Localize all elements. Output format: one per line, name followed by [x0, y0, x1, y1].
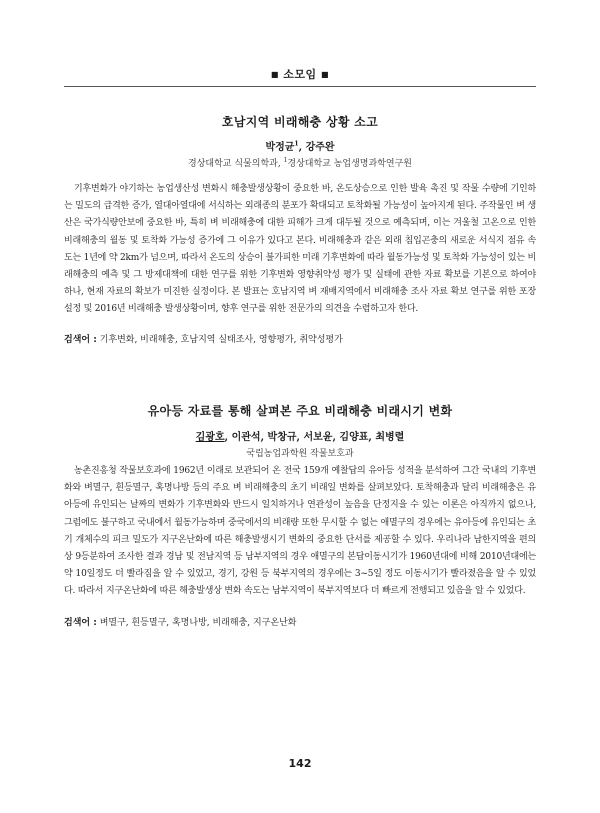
- section-header: [0, 66, 600, 82]
- keywords-label: 검색어 :: [64, 618, 97, 628]
- section-label: 소모임: [283, 68, 317, 81]
- article-affiliation: 경상대학교 식물의학과, $^1$경상대학교 농업생명과학연구원: [188, 157, 412, 169]
- keywords-text: 벼멸구, 흰등멸구, 혹명나방, 비래해충, 지구온난화: [96, 618, 297, 628]
- article-abstract: 기후변화가 야기하는 농업생산성 변화시 해충발생상황이 중요한 바, 온도상승으로 인한 발육 촉진 및 작물 수량에 기인하는 밀도의 급격한 증가, 열대아열대에 서식하는 외래종의 분포가 확대되고 토착화될 가능성이 높아지게 된다. 주작물인 벼 생산은 국가식량안보에 중요한 바, 특히 벼 비래해충에 대한 피해가 크게 대두될 것으로 예측되며, 이는 겨울철 고온으로 인한 비래해충의 월동 및 토착화 가능성 증가에 그 이유가 있다고 본다. 비래해충과 같은 외래 침입곤충의 새로운 서식지 점유 속도는 1년에 약 2km가 넘으며, 따라서 온도의 상승이 불가피한 미래 기후변화에 따라 월동가능성 및 토착화 가능성이 있는 비래해충의 예측 및 그 방제대책에 대한 연구를 위한 기후변화 영향취약성 평가 및 실태에 관한 자료 확보를 기본으로 하여야 하나, 현재 자료의 확보가 미진한 실정이다. 본 발표는 호남지역 벼 재배지역에서 비래해충 조사 자료 확보 연구를 위한 포장 설정 및 2016년 비래해충 발생상황이며, 향후 연구를 위한 전문가의 의견을 수렴하고자 한다.: [64, 184, 537, 315]
- square-bullet-icon: ■: [321, 70, 330, 79]
- keywords-text: 기후변화, 비래해충, 호남지역 실태조사, 영향평가, 취약성평가: [96, 335, 343, 345]
- header-rule: [64, 86, 536, 87]
- article-abstract: 농촌진흥청 작물보호과에 1962년 이래로 보관되어 온 전국 159개 예찰답의 유아등 성적을 분석하여 그간 국내의 기후변화와 벼멸구, 흰등멸구, 혹명나방 등의 주요 벼 비래해충의 초기 비래일 변화를 살펴보았다. 토착해충과 달리 비래해충은 유아등에 유인되는 날짜의 변화가 기후변화와 반드시 일치하거나 연관성이 높음을 단정지을 수 있는 이론은 아직까지 없으나, 그럼에도 불구하고 국내에서 월동가능하며 중국에서의 비래량 또한 무시할 수 없는 애멸구의 경우에는 유아등에 유인되는 초기 개체수의 피크 밀도가 지구온난화에 따른 해충발생시기 변화의 중요한 단서를 제공할 수 있다. 우리나라 남한지역을 편의상 9등분하여 조사한 결과 경남 및 전남지역 등 남부지역의 경우 애멸구의 본답이동시기가 1960년대에 비해 2010년대에는 약 10일정도 더 빨라짐을 알 수 있었고, 경기, 강원 등 북부지역의 경우에는 3~5일 정도 이동시기가 빨라졌음을 알 수 있었다. 따라서 지구온난화에 따른 해충발생상 변화 속도는 남부지역이 북부지역보다 더 빠르게 전행되고 있음을 알 수 있었다.: [64, 466, 536, 597]
- keywords-label: 검색어 :: [64, 335, 97, 345]
- square-bullet-icon: ■: [270, 70, 279, 79]
- article-title: 유아등 자료를 통해 살펴본 주요 비래해충 비래시기 변화: [147, 404, 453, 418]
- article-title: 호남지역 비래해충 상황 소고: [221, 115, 379, 129]
- article-authors: 김광호, 이관석, 박창규, 서보윤, 김양표, 최병렬: [195, 432, 405, 443]
- article-keywords: [64, 333, 536, 347]
- article-keywords: [64, 616, 536, 630]
- article-affiliation: 국립농업과학원 작물보호과: [246, 449, 354, 459]
- page-number: 142: [288, 757, 312, 770]
- article-authors: 박정균$^1$, 강주완: [265, 140, 335, 153]
